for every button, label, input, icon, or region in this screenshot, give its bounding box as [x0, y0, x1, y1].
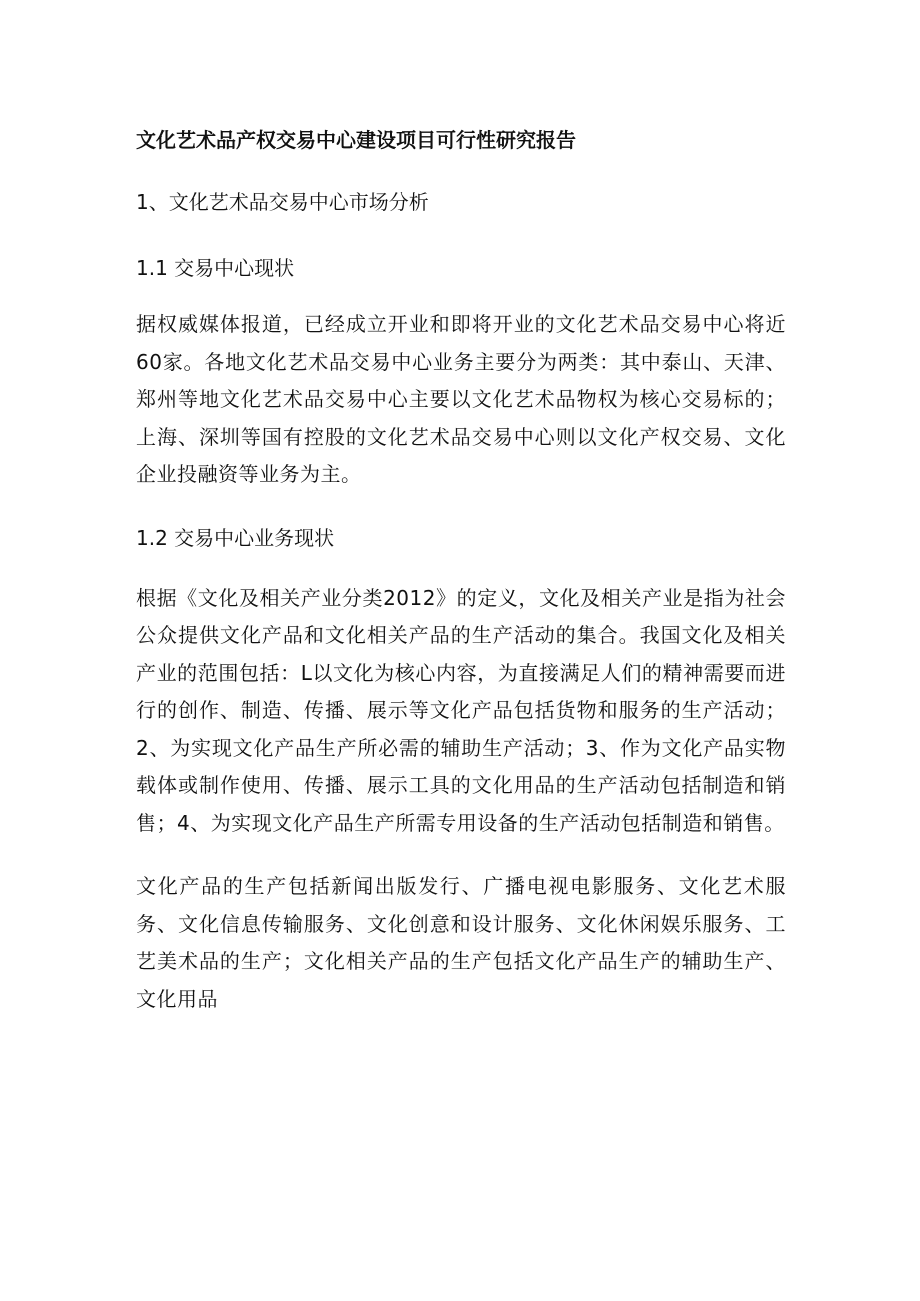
section-heading-1: 1、文化艺术品交易中心市场分析 [136, 190, 429, 214]
document-title: 文化艺术品产权交易中心建设项目可行性研究报告 [136, 128, 576, 152]
section-heading-1-1: 1.1 交易中心现状 [136, 256, 295, 280]
section-heading-1-2: 1.2 交易中心业务现状 [136, 525, 335, 550]
paragraph-industry-definition: 根据《文化及相关产业分类2012》的定义，文化及相关产业是指为社会公众提供文化产品和文化相关产品的生产活动的集合。我国文化及相关产业的范围包括：L以文化为核心内容，为直接满足人们的精神需要而进行的创作、制造、传播、展示等文化产品包括货物和服务的生产活动；2、为实现文化产品生产所必需的辅助生产活动；3、作为文化产品实物载体或制作使用、传播、展示工具的文化用品的生产活动包括制造和销售；4、为实现文化产品生产所需专用设备的生产活动包括制造和销售。 [136, 585, 786, 835]
paragraph-exchange-status: 据权威媒体报道，已经成立开业和即将开业的文化艺术品交易中心将近60家。各地文化艺术品交易中心业务主要分为两类：其中泰山、天津、郑州等地文化艺术品交易中心主要以文化艺术品物权为核心交易标的；上海、深圳等国有控股的文化艺术品交易中心则以文化产权交易、文化企业投融资等业务为主。 [136, 312, 786, 486]
document-content [136, 122, 786, 1018]
paragraph-cultural-products: 文化产品的生产包括新闻出版发行、广播电视电影服务、文化艺术服务、文化信息传输服务、文化创意和设计服务、文化休闲娱乐服务、工艺美术品的生产；文化相关产品的生产包括文化产品生产的辅助生产、文化用品 [136, 874, 786, 1011]
